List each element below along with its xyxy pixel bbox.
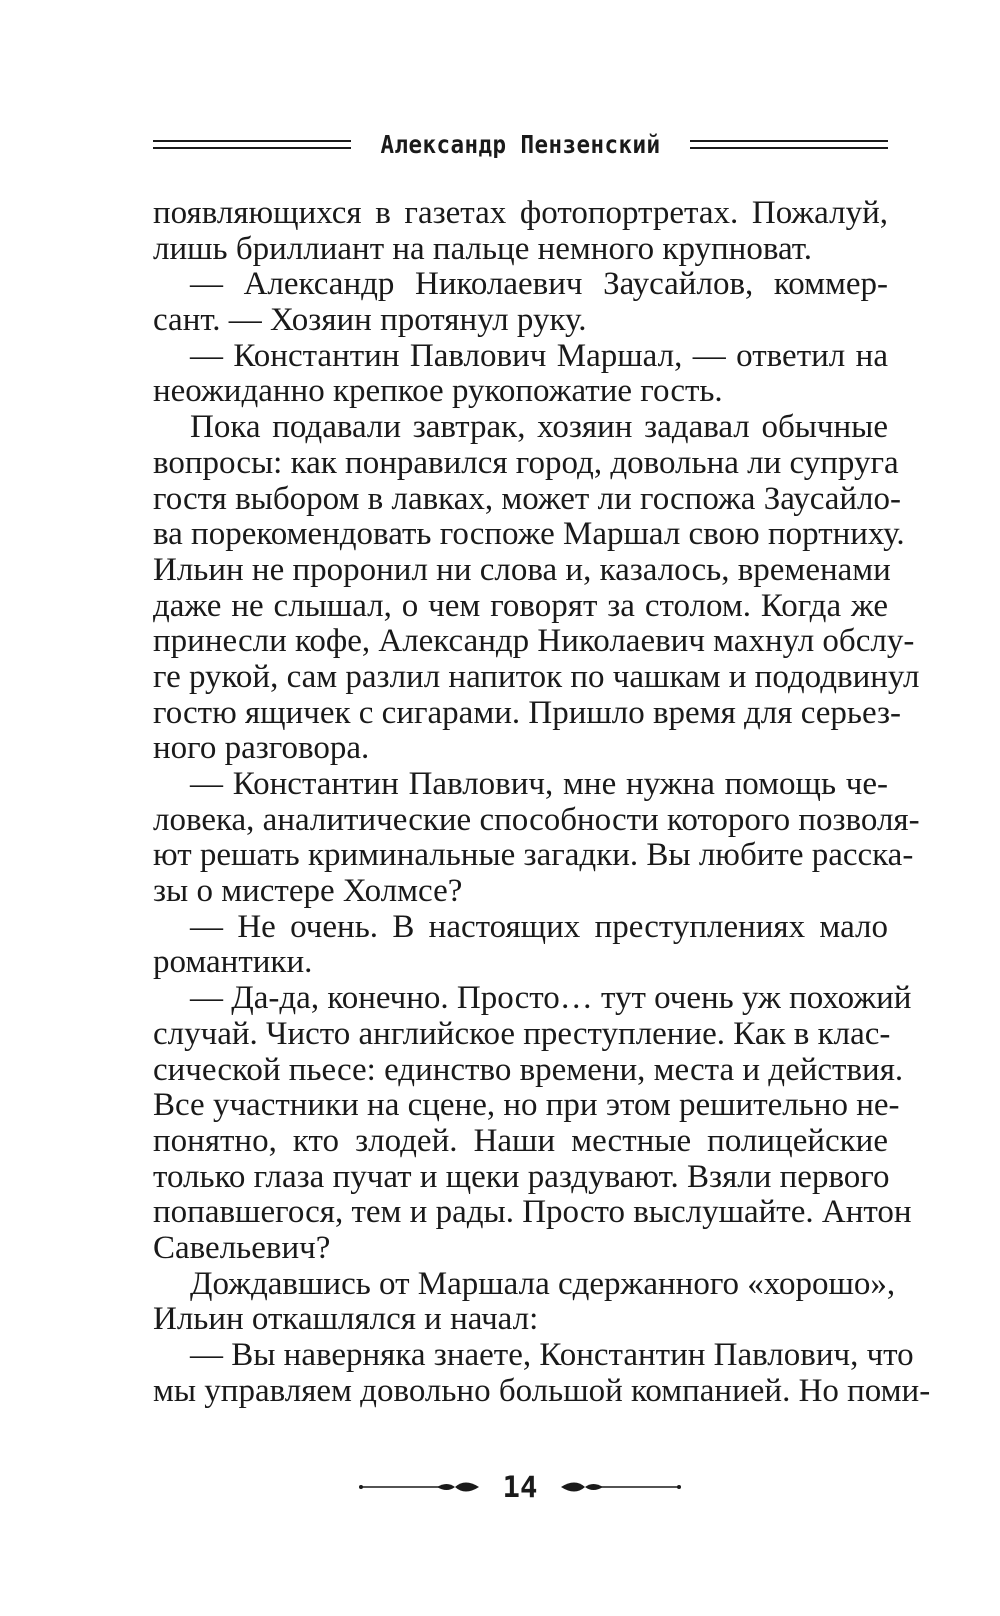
text-line: — Константин Павлович, мне нужна помощь че-	[190, 766, 888, 802]
text-line: принесли кофе, Александр Николаевич махнул обслу-	[153, 623, 915, 660]
text-line: — Вы наверняка знаете, Константин Павлович, что	[190, 1337, 914, 1373]
text-line: ге рукой, сам разлил напиток по чашкам и пододвинул	[153, 658, 920, 695]
text-line: Пока подавали завтрак, хозяин задавал обычные	[190, 409, 888, 446]
text-line: — Александр Николаевич Заусайлов, коммер-	[190, 266, 888, 303]
text-line: романтики.	[153, 944, 313, 981]
text-line: Ильин не проронил ни слова и, казалось, временами	[153, 551, 891, 588]
text-line: даже не слышал, о чем говорят за столом. Когда же	[153, 587, 888, 624]
text-line: вопросы: как понравился город, довольна ли супруга	[153, 444, 899, 481]
text-line: попавшегося, тем и рады. Просто выслушайте. Антон	[153, 1194, 912, 1231]
text-line: понятно, кто злодей. Наши местные полицейские	[153, 1122, 888, 1159]
page-number: 14	[502, 1470, 538, 1504]
text-line: гостю ящичек с сигарами. Пришло время для серьез-	[153, 694, 902, 731]
text-line: — Константин Павлович Маршал, — ответил на	[190, 337, 888, 374]
text-line: неожиданно крепкое рукопожатие гость.	[153, 373, 723, 410]
text-line: — Да-да, конечно. Просто… тут очень уж похожий	[190, 980, 912, 1017]
author-name: Александр Пензенский	[380, 129, 661, 159]
text-line: сант. — Хозяин протянул руку.	[153, 302, 587, 339]
text-line: Савельевич?	[153, 1229, 331, 1266]
text-line: гостя выбором в лавках, может ли госпожа Заусайло-	[153, 480, 902, 517]
text-line: случай. Чисто английское преступление. Как в клас-	[153, 1015, 891, 1052]
text-line: ловека, аналитические способности которого позволя-	[153, 801, 920, 838]
text-line: Дождавшись от Маршала сдержанного «хорошо»,	[190, 1265, 896, 1302]
body-text	[153, 195, 931, 1409]
text-line: только глаза пучат и щеки раздувают. Взяли первого	[153, 1158, 890, 1195]
right-ornament-icon	[559, 1479, 681, 1495]
text-line: Все участники на сцене, но при этом решительно не-	[153, 1087, 900, 1124]
text-line: сической пьесе: единство времени, места и действия.	[153, 1051, 904, 1088]
header-rule-left	[153, 140, 351, 149]
left-ornament-icon	[359, 1479, 481, 1495]
text-line: — Не очень. В настоящих преступлениях мало	[190, 908, 888, 945]
text-line: ного разговора.	[153, 730, 370, 767]
running-header	[153, 124, 888, 164]
text-line: лишь бриллиант на пальце немного крупноват.	[153, 230, 812, 267]
text-line: появляющихся в газетах фотопортретах. Пожалуй,	[153, 195, 888, 231]
page-footer	[340, 1462, 700, 1512]
text-line: мы управляем довольно большой компанией. Но поми-	[153, 1372, 931, 1409]
header-rule-right	[690, 140, 888, 149]
text-line: ют решать криминальные загадки. Вы любите расска-	[153, 837, 914, 874]
text-line: Ильин откашлялся и начал:	[153, 1301, 539, 1338]
text-line: ва порекомендовать госпоже Маршал свою портниху.	[153, 516, 905, 553]
text-line: зы о мистере Холмсе?	[153, 873, 463, 910]
